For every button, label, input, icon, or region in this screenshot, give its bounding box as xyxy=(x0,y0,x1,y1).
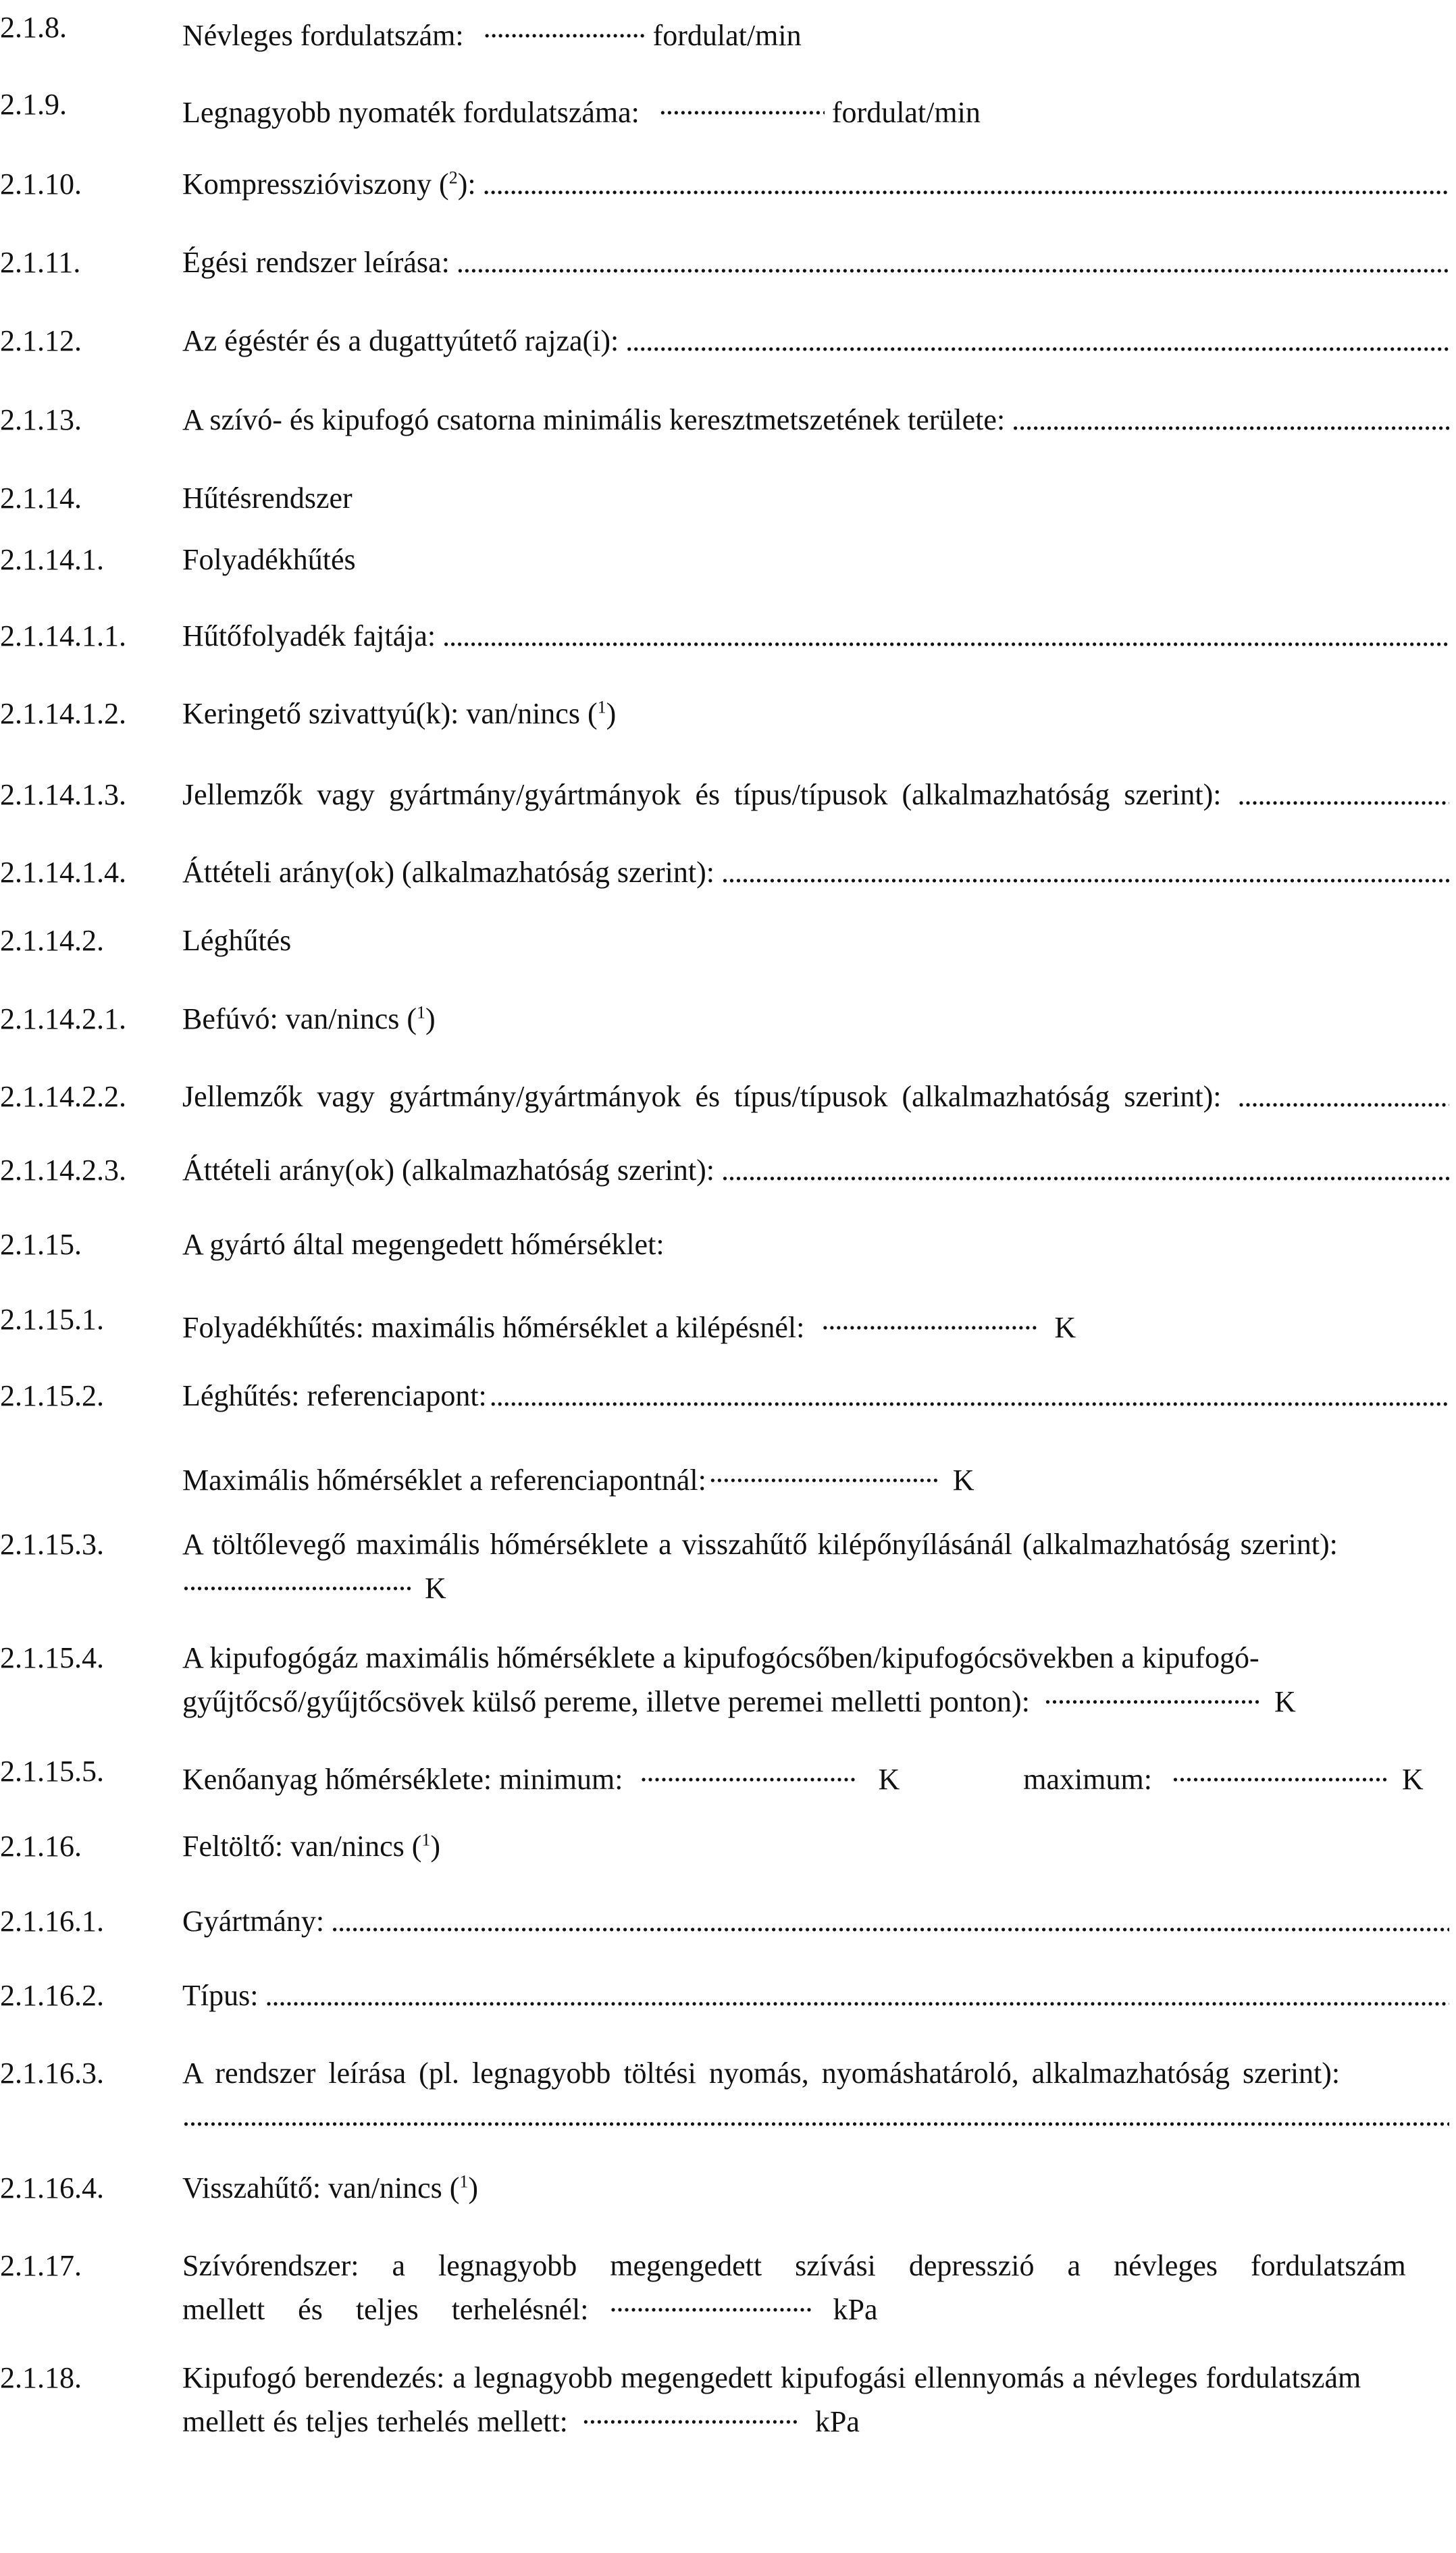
item-number: 2.1.17. xyxy=(0,2249,82,2282)
label-end: ) xyxy=(425,1002,436,1035)
item-number: 2.1.13. xyxy=(0,403,82,436)
section-heading: Folyadékhűtés xyxy=(182,543,356,576)
item-number: 2.1.14.1. xyxy=(0,543,104,576)
fill-in-field[interactable] xyxy=(721,854,1449,890)
item-label: Típus: xyxy=(182,1979,259,2012)
fill-in-field[interactable] xyxy=(182,2098,1449,2134)
item-number: 2.1.11. xyxy=(0,246,81,279)
unit: kPa xyxy=(814,2405,860,2438)
item-label: Befúvó: van/nincs ( xyxy=(182,1002,417,1035)
maximum-label: maximum: xyxy=(1023,1763,1152,1796)
item-number: 2.1.16. xyxy=(0,1830,82,1863)
item-number: 2.1.8. xyxy=(0,11,67,44)
fill-in-field[interactable] xyxy=(1238,777,1450,813)
item-label: Kipufogó berendezés: a legnagyobb megengedett kipufogási ellennyomás a névleges fordulatszám mellett és teljes terhelés mellett: xyxy=(182,2361,1361,2438)
item-label: Névleges fordulatszám: xyxy=(182,19,464,52)
item-label: A rendszer leírása (pl. legnagyobb töltési nyomás, nyomáshatároló, alkalmazhatóság szerint): xyxy=(182,2057,1341,2090)
label-end: ) xyxy=(430,1830,441,1863)
item-number: 2.1.12. xyxy=(0,324,82,357)
label-end: ) xyxy=(468,2171,479,2204)
item-label: Gyártmány: xyxy=(182,1905,325,1938)
min-unit: K xyxy=(878,1763,900,1796)
item-number: 2.1.9. xyxy=(0,88,67,121)
footnote-ref[interactable]: 1 xyxy=(459,2171,469,2192)
unit: K xyxy=(425,1572,446,1605)
item-number: 2.1.14.1.4. xyxy=(0,856,126,889)
item-label: A töltőlevegő maximális hőmérséklete a visszahűtő kilépőnyílásánál (alkalmazhatóság szerint): xyxy=(182,1528,1338,1561)
item-label xyxy=(182,166,476,202)
item-number: 2.1.15. xyxy=(0,1228,82,1261)
section-heading: Hűtésrendszer xyxy=(182,482,353,515)
item-number: 2.1.15.4. xyxy=(0,1641,104,1674)
item-label: Legnagyobb nyomaték fordulatszáma: xyxy=(182,96,640,129)
item-number: 2.1.14.2.1. xyxy=(0,1002,126,1035)
item-label: Áttételi arány(ok) (alkalmazhatóság szerint): xyxy=(182,856,714,889)
item-number: 2.1.14.2.3. xyxy=(0,1154,126,1187)
item-label: Jellemzők vagy gyártmány/gyártmányok és típus/típusok (alkalmazhatóság szerint): xyxy=(182,1080,1222,1113)
section-heading: Léghűtés xyxy=(182,924,292,957)
fill-in-field[interactable] xyxy=(442,618,1449,654)
footnote-ref[interactable]: 1 xyxy=(421,1830,431,1850)
unit: fordulat/min xyxy=(831,96,981,129)
item-label: Szívórendszer: a legnagyobb megengedett szívási depresszió a névleges fordulatszám mellett és teljes terhelésnél: xyxy=(182,2249,1406,2326)
item-number: 2.1.16.4. xyxy=(0,2171,104,2204)
item-number: 2.1.14.1.2. xyxy=(0,697,126,730)
item-label: Jellemzők vagy gyártmány/gyártmányok és típus/típusok (alkalmazhatóság szerint): xyxy=(182,778,1222,811)
unit: kPa xyxy=(833,2293,878,2326)
label-end: ): xyxy=(457,167,476,201)
fill-in-field[interactable] xyxy=(582,2396,798,2431)
fill-in-field[interactable] xyxy=(1238,1079,1450,1114)
fill-in-field[interactable] xyxy=(490,1378,1449,1414)
item-number: 2.1.14.2. xyxy=(0,924,104,957)
item-number: 2.1.14. xyxy=(0,482,82,515)
item-label: Keringető szivattyú(k): van/nincs ( xyxy=(182,697,598,730)
fill-in-field[interactable] xyxy=(1012,402,1449,438)
label-text: Kompresszióviszony ( xyxy=(182,167,449,201)
item-label: Égési rendszer leírása: xyxy=(182,246,450,279)
item-label: Az égéstér és a dugattyútető rajza(i): xyxy=(182,324,619,357)
footnote-ref[interactable]: 2 xyxy=(448,167,458,188)
item-label: Feltöltő: van/nincs ( xyxy=(182,1830,422,1863)
unit: K xyxy=(952,1464,974,1497)
fill-in-field[interactable] xyxy=(609,2284,812,2319)
fill-in-field[interactable] xyxy=(483,166,1449,202)
item-label: Hűtőfolyadék fajtája: xyxy=(182,619,436,652)
fill-in-field[interactable] xyxy=(182,1562,412,1598)
item-label: Áttételi arány(ok) (alkalmazhatóság szerint): xyxy=(182,1154,714,1187)
fill-in-field[interactable] xyxy=(709,1454,939,1490)
unit: K xyxy=(1274,1685,1296,1718)
item-number: 2.1.16.2. xyxy=(0,1979,104,2012)
item-label: Visszahűtő: van/nincs ( xyxy=(182,2171,460,2204)
fill-in-field[interactable] xyxy=(1044,1676,1260,1711)
fill-in-field[interactable] xyxy=(265,1978,1449,2013)
fill-in-field[interactable] xyxy=(721,1152,1449,1188)
min-temp-field[interactable] xyxy=(640,1753,856,1789)
item-number: 2.1.15.2. xyxy=(0,1379,104,1412)
fill-in-field[interactable] xyxy=(821,1301,1037,1337)
fill-in-field[interactable] xyxy=(331,1903,1449,1939)
item-number: 2.1.14.1.3. xyxy=(0,778,126,811)
item-label: Maximális hőmérséklet a referenciapontnál: xyxy=(182,1464,706,1497)
max-temp-field[interactable] xyxy=(1172,1753,1388,1789)
item-number: 2.1.15.3. xyxy=(0,1528,104,1561)
fill-in-field[interactable] xyxy=(484,9,646,45)
minimum-label: Kenőanyag hőmérséklete: minimum: xyxy=(182,1763,623,1796)
item-number: 2.1.15.5. xyxy=(0,1755,104,1788)
item-number: 2.1.10. xyxy=(0,167,82,201)
fill-in-field[interactable] xyxy=(457,244,1449,280)
footnote-ref[interactable]: 1 xyxy=(597,697,606,717)
item-label: A szívó- és kipufogó csatorna minimális keresztmetszetének területe: xyxy=(182,403,1006,436)
item-label: A kipufogógáz maximális hőmérséklete a kipufogócsőben/kipufogócsövekben a kipufogó-gyűjtőcső/gyűjtőcsövek külső pereme, illetve peremei melletti ponton): xyxy=(182,1641,1259,1718)
item-label: Folyadékhűtés: maximális hőmérséklet a kilépésnél: xyxy=(182,1311,805,1344)
item-number: 2.1.18. xyxy=(0,2361,82,2394)
max-unit: K xyxy=(1401,1763,1424,1796)
item-number: 2.1.16.1. xyxy=(0,1905,104,1938)
fill-in-field[interactable] xyxy=(625,323,1449,359)
unit: fordulat/min xyxy=(652,19,802,52)
item-number: 2.1.14.2.2. xyxy=(0,1080,126,1113)
section-heading: A gyártó által megengedett hőmérséklet: xyxy=(182,1228,665,1261)
footnote-ref[interactable]: 1 xyxy=(417,1002,426,1023)
item-label: Léghűtés: referenciapont: xyxy=(182,1379,487,1412)
fill-in-field[interactable] xyxy=(659,86,825,122)
unit: K xyxy=(1054,1311,1076,1344)
item-number: 2.1.14.1.1. xyxy=(0,619,126,652)
item-number: 2.1.15.1. xyxy=(0,1303,104,1336)
label-end: ) xyxy=(606,697,617,730)
item-number: 2.1.16.3. xyxy=(0,2057,104,2090)
